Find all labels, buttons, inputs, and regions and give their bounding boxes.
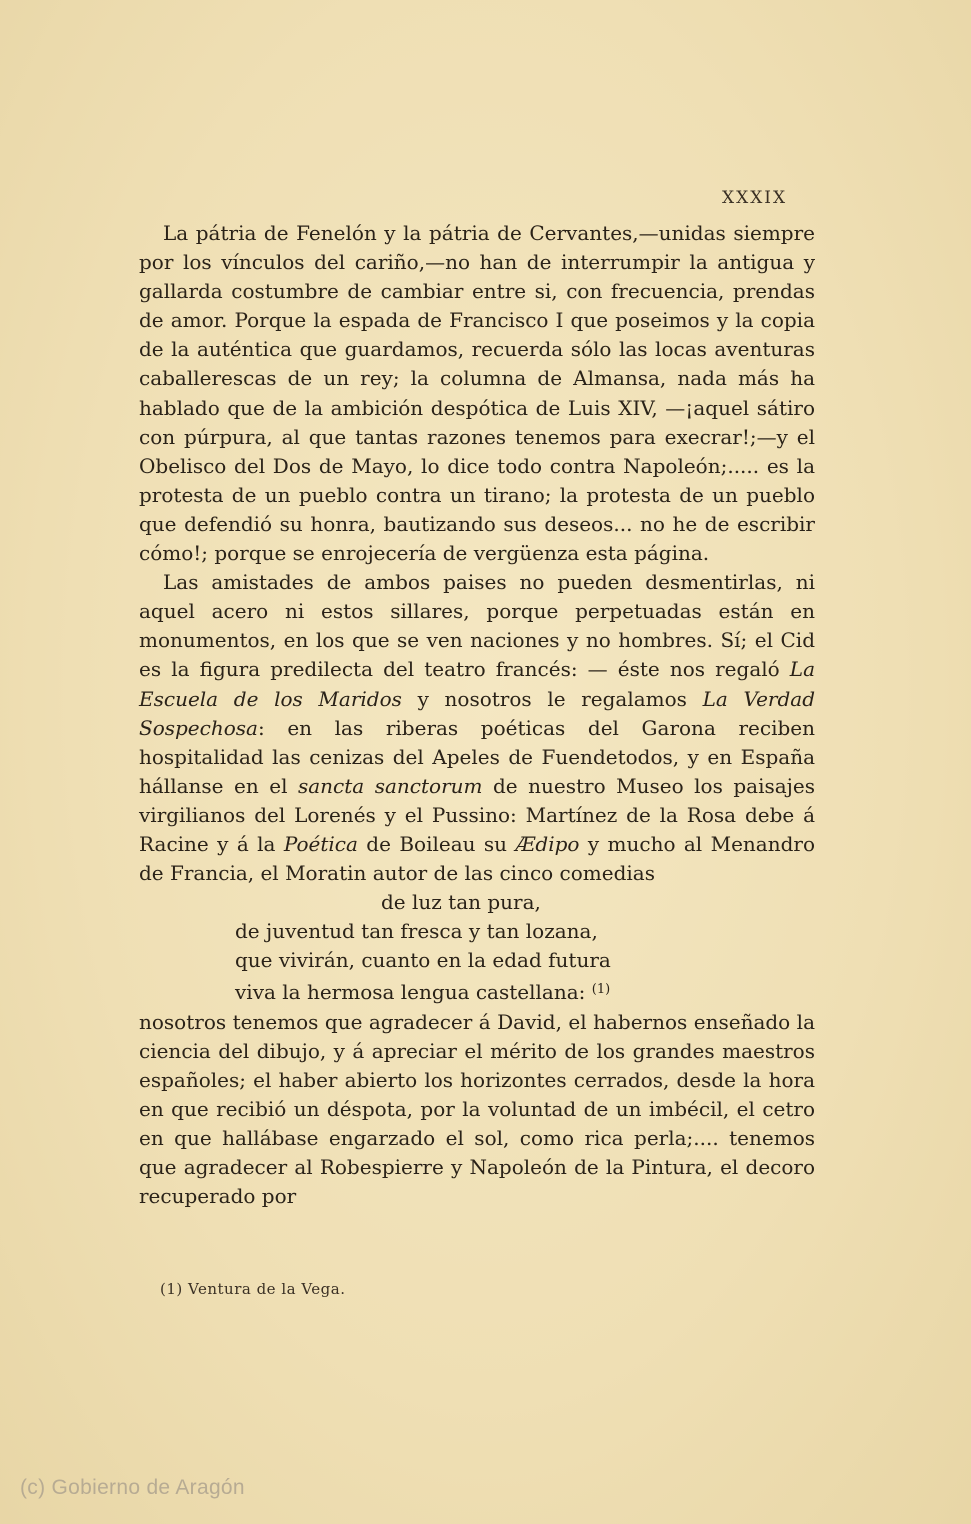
- work-title: La Escuela de los Maridos: [139, 657, 815, 711]
- latin-phrase: sancta sanctorum: [297, 773, 483, 798]
- paragraph-1: La pátria de Fenelón y la pátria de Cervantes,—unidas siempre por los vínculos del cariño,—no han de interrumpir la antigua y gallarda costumbre de cambiar entre si, con frecuencia, prendas de amor. Porque la espada de Francisco I que poseimos y la copia de la auténtica que guardamos, recuerda sólo las locas aventuras caballerescas de un rey; la columna de Almansa, nada más ha hablado que de la ambición despótica de Luis XIV, —¡aquel sátiro con púrpura, al que tantas razones tenemos para execrar!;—y el Obelisco del Dos de Mayo, lo dice todo contra Napoleón;..... es la protesta de un pueblo contra un tirano; la protesta de un pueblo que defendió su honra, bautizando sus deseos... no he de escribir cómo!; porque se enrojecería de vergüenza esta página.: [139, 221, 815, 566]
- verse-line: de juventud tan fresca y tan lozana,: [235, 919, 598, 944]
- work-title: Ædipo: [515, 831, 580, 856]
- body-text: [139, 219, 815, 1211]
- copyright-watermark: (c) Gobierno de Aragón: [20, 1476, 245, 1499]
- verse-line: que vivirán, cuanto en la edad futura: [235, 948, 611, 973]
- verse-quotation: [139, 888, 815, 1007]
- verse-line: viva la hermosa lengua castellana: $^{(1)}$: [235, 980, 611, 1005]
- paragraph-3: nosotros tenemos que agradecer á David, el habernos enseñado la ciencia del dibujo, y á apreciar el mérito de los grandes maestros españoles; el haber abierto los horizontes cerrados, desde la hora en que recibió un déspota, por la voluntad de un imbécil, el cetro en que hallábase engarzado el sol, como rica perla;.... tenemos que agradecer al Robespierre y Napoleón de la Pintura, el decoro recuperado por: [139, 1009, 815, 1209]
- footnote-reference: (1): [591, 982, 611, 998]
- work-title: La Verdad Sospechosa: [139, 686, 815, 740]
- footnote: (1) Ventura de la Vega.: [160, 1280, 346, 1298]
- page-number: XXXIX: [722, 188, 788, 208]
- verse-line: de luz tan pura,: [381, 890, 541, 915]
- paragraph-2: Las amistades de ambos paises no pueden desmentirlas, ni aquel acero ni estos sillares, porque perpetuadas están en monumentos, en los que se ven naciones y no hombres. Sí; el Cid es la figura predilecta del teatro francés: — éste nos regaló La Escuela de los Maridos y nosotros le regalamos La Verdad Sospechosa: en las riberas poéticas del Garona reciben hospitalidad las cenizas del Apeles de Fuendetodos, y en España hállanse en el sancta sanctorum de nuestro Museo los paisajes virgilianos del Lorenés y el Pussino: Martínez de la Rosa debe á Racine y á la Poética de Boileau su Ædipo y mucho al Menandro de Francia, el Moratin autor de las cinco comedias: [139, 570, 815, 886]
- work-title: Poética: [283, 831, 358, 856]
